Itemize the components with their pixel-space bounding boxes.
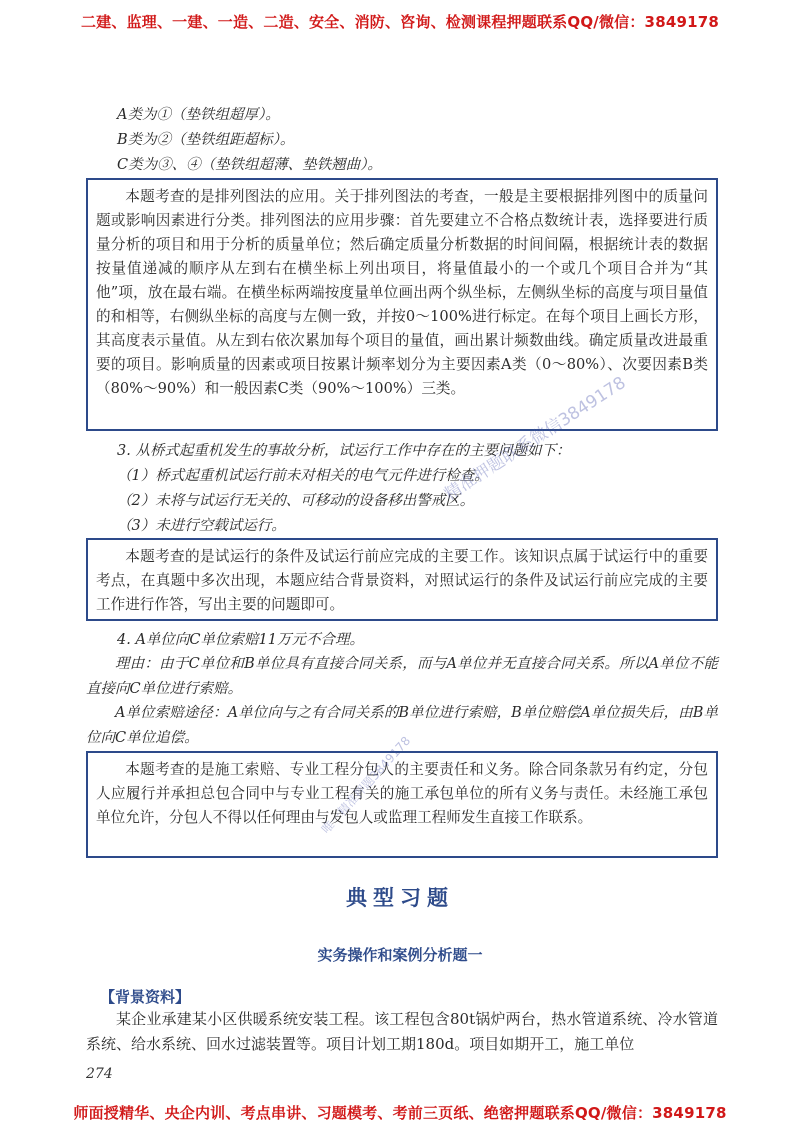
answer-c: C类为③、④（垫铁组超薄、垫铁翘曲）。 [117, 157, 382, 173]
answer-3-item-1: （1）桥式起重机试运行前未对相关的电气元件进行检查。 [117, 468, 489, 484]
bottom-banner: 师面授精华、央企内训、考点串讲、习题模考、考前三页纸、绝密押题联系QQ/微信：3849178 [73, 1104, 727, 1122]
answer-a: A类为①（垫铁组超厚）。 [117, 107, 280, 123]
background-text [86, 1007, 718, 1057]
answer-4-heading: 4. A单位向C单位索赔11万元不合理。 [117, 632, 364, 648]
analysis-text-trial-run: 本题考查的是试运行的条件及试运行前应完成的主要工作。该知识点属于试运行中的重要考点，在真题中多次出现，本题应结合背景资料，对照试运行的条件及试运行前应完成的主要工作进行作答，写出主要的问题即可。 [96, 548, 708, 613]
page-number: 274 [86, 1066, 113, 1082]
answer-4-reason-text: 理由：由于C单位和B单位具有直接合同关系，而与A单位并无直接合同关系。所以A单位不能直接向C单位进行索赔。 [86, 656, 718, 697]
analysis-box-trial-run [86, 538, 718, 621]
answer-3-item-2: （2）未将与试运行无关的、可移动的设备移出警戒区。 [117, 493, 475, 509]
answer-4-route-text: A单位索赔途径：A单位向与之有合同关系的B单位进行索赔，B单位赔偿A单位损失后，由B单位向C单位追偿。 [86, 705, 718, 746]
answer-3-item-3: （3）未进行空载试运行。 [117, 518, 286, 534]
answer-4-reason [86, 652, 718, 701]
background-paragraph: 某企业承建某小区供暖系统安装工程。该工程包含80t锅炉两台，热水管道系统、冷水管道系统、给水系统、回水过滤装置等。项目计划工期180d。项目如期开工，施工单位 [86, 1010, 718, 1053]
answer-3-heading: 3. 从桥式起重机发生的事故分析，试运行工作中存在的主要问题如下： [117, 443, 571, 459]
analysis-box-claims [86, 751, 718, 858]
analysis-text-pareto: 本题考查的是排列图法的应用。关于排列图法的考查，一般是主要根据排列图中的质量问题或影响因素进行分类。排列图法的应用步骤：首先要建立不合格点数统计表，选择要进行质量分析的项目和用于分析的质量单位；然后确定质量分析数据的时间间隔，根据统计表的数据按量值递减的顺序从左到右在横坐标上列出项目，将量值最小的一个或几个项目合并为“其他”项，放在最右端。在横坐标两端按度量单位画出两个纵坐标，左侧纵坐标的高度与项目量值的和相等，右侧纵坐标的高度与左侧一致，并按0～100%进行标定。在每个项目上画长方形，其高度表示量值。从左到右依次累加每个项目的量值，画出累计频数曲线。确定质量改进最重要的项目。影响质量的因素或项目按累计频率划分为主要因素A类（0～80%）、次要因素B类（80%～90%）和一般因素C类（90%～100%）三类。 [96, 188, 708, 397]
analysis-text-claims: 本题考查的是施工索赔、专业工程分包人的主要责任和义务。除合同条款另有约定，分包人应履行并承担总包合同中与专业工程有关的施工承包单位的所有义务与责任。未经施工承包单位允许，分包人不得以任何理由与发包人或监理工程师发生直接工作联系。 [96, 761, 708, 826]
section-title: 典型习题 [346, 886, 454, 910]
top-banner: 二建、监理、一建、一造、二造、安全、消防、咨询、检测课程押题联系QQ/微信：3849178 [80, 13, 720, 31]
watermark-diagonal-center: 唯一精准押题3849178 [318, 733, 414, 837]
background-label: 【背景资料】 [100, 988, 191, 1006]
exercise-title: 实务操作和案例分析题一 [317, 946, 483, 964]
watermark-diagonal-right: 精准押题联系微信3849178 [441, 372, 630, 505]
answer-b: B类为②（垫铁组距超标）。 [117, 132, 295, 148]
